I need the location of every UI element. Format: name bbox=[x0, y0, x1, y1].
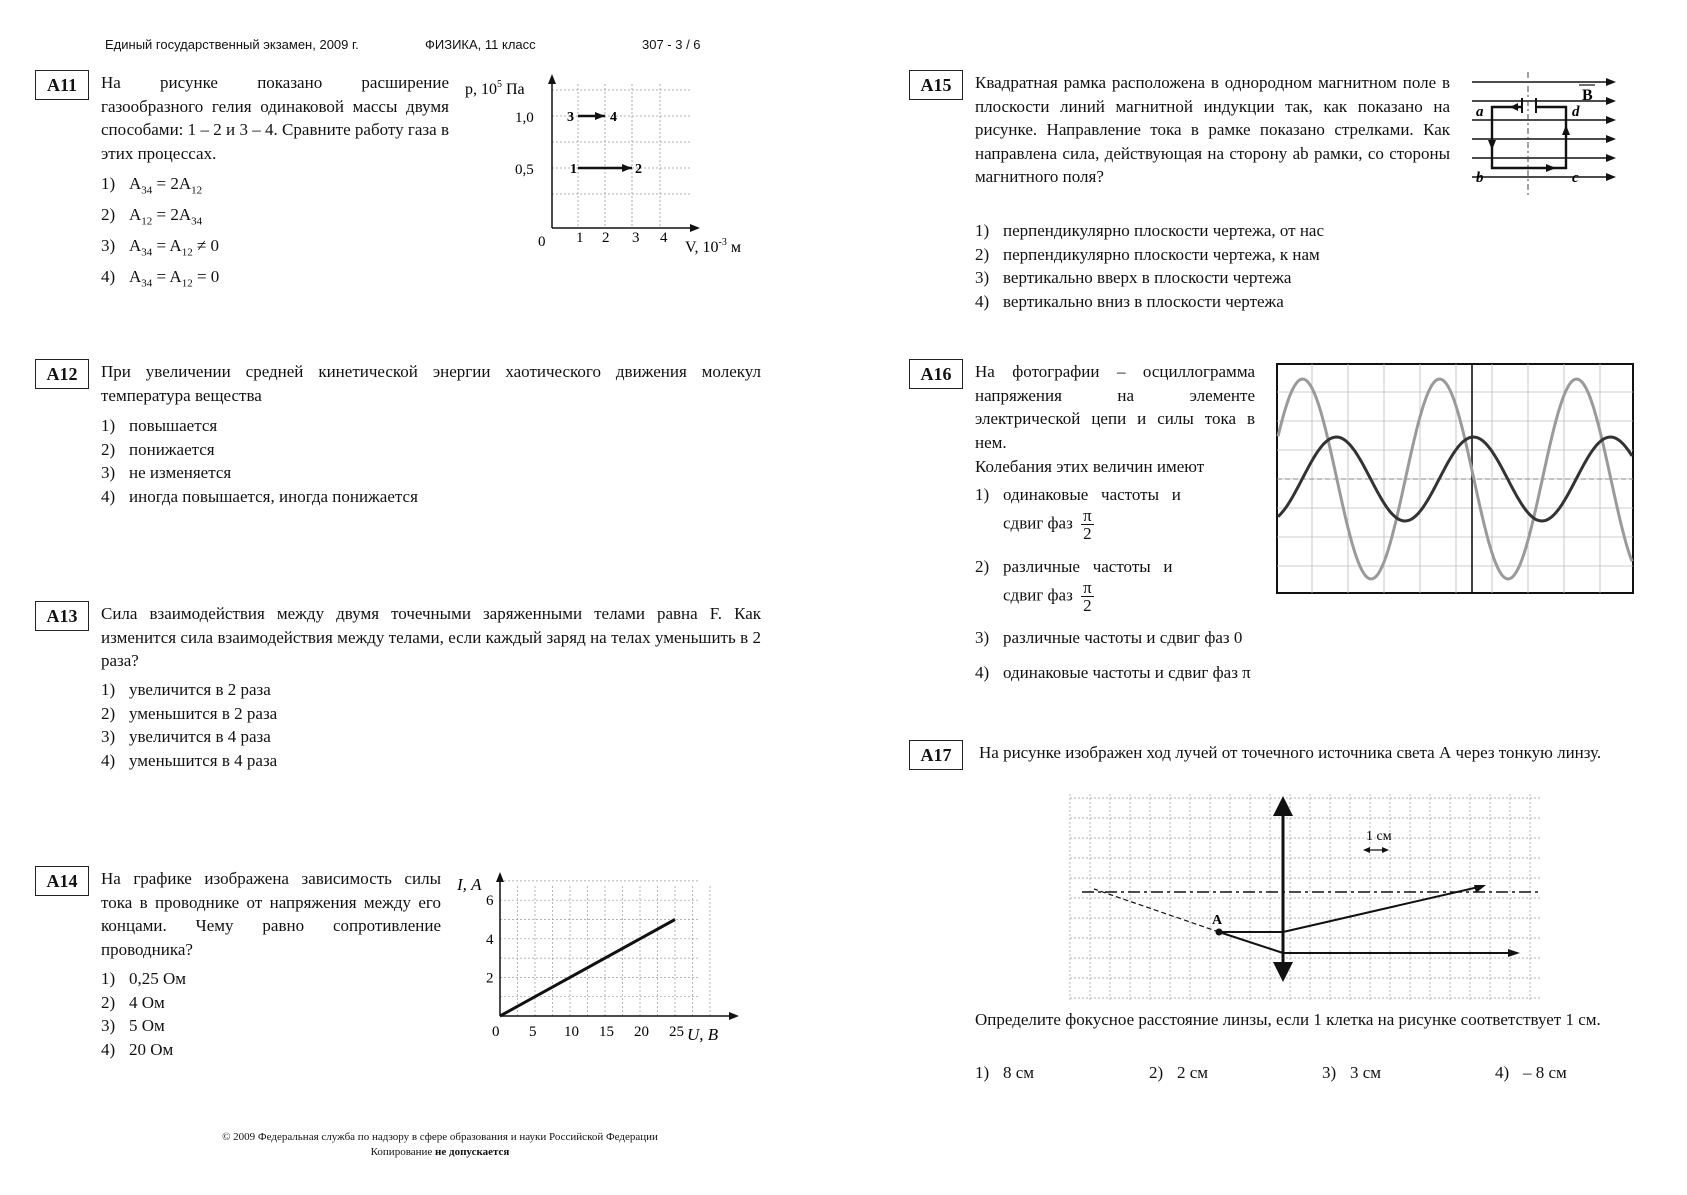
question-label-a16: A16 bbox=[909, 359, 963, 389]
question-label-a11: A11 bbox=[35, 70, 89, 100]
svg-text:1: 1 bbox=[576, 230, 584, 246]
ytick-1: 1,0 bbox=[515, 110, 534, 126]
option-a16-1[interactable]: 1) одинаковые частоты и сдвиг фаз $\frac{\pi}{2}$ bbox=[975, 485, 1181, 543]
question-text-a12: При увеличении средней кинетической энергии хаотического движения молекул температура вещества bbox=[101, 362, 761, 405]
ytick-0-5: 0,5 bbox=[515, 162, 534, 178]
option-a15-1[interactable]: 1) перпендикулярно плоскости чертежа, от нас bbox=[975, 221, 1325, 240]
question-text-a16: На фотографии – осциллограмма напряжения на элементе электрической цепи и силы тока в нем. bbox=[975, 362, 1255, 452]
ytick: 6 bbox=[486, 893, 494, 910]
ytick: 4 bbox=[486, 931, 494, 948]
question-text-a11: На рисунке показано расширение газообразного гелия одинаковой массы двумя способами: 1 – 2 и 3 – 4. Сравните работу газа в этих процессах. bbox=[101, 73, 449, 163]
point-4: 4 bbox=[610, 110, 617, 125]
question-text-a14: На графике изображена зависимость силы тока в проводнике от напряжения между его концами. Чему равно сопротивление проводника? bbox=[101, 869, 441, 959]
options-a14 bbox=[101, 967, 186, 1061]
question-text-a13: Сила взаимодействия между двумя точечными заряженными телами равна F. Как изменится сила взаимодействия между телами, если каждый заряд на телах уменьшить в 2 раза? bbox=[101, 604, 761, 670]
question-label-a15: A15 bbox=[909, 70, 963, 100]
svg-text:c: c bbox=[1572, 170, 1579, 186]
option-a13-4[interactable]: 4) уменьшится в 4 раза bbox=[101, 750, 278, 770]
xtick: 10 bbox=[564, 1024, 579, 1040]
option-a17-3[interactable]: 3) 3 см bbox=[1322, 1063, 1382, 1082]
svg-text:0: 0 bbox=[538, 234, 546, 250]
xtick: 20 bbox=[634, 1024, 649, 1040]
option-a16-2[interactable]: 2) различные частоты и сдвиг фаз $\frac{\pi}{2}$ bbox=[975, 557, 1173, 615]
option-a14-1[interactable]: 1) 0,25 Ом bbox=[101, 969, 187, 988]
point-1: 1 bbox=[570, 162, 577, 177]
option-a12-2[interactable]: 2) понижается bbox=[101, 439, 215, 459]
question-label-a12: A12 bbox=[35, 359, 89, 389]
option-a14-4[interactable]: 4) 20 Ом bbox=[101, 1039, 174, 1059]
option-a15-4[interactable]: 4) вертикально вниз в плоскости чертежа bbox=[975, 291, 1284, 311]
pv-graph bbox=[460, 70, 775, 260]
svg-text:А: А bbox=[1212, 913, 1223, 928]
question-text-a17: На рисунке изображен ход лучей от точечного источника света А через тонкую линзу. bbox=[979, 743, 1602, 762]
ray-1 bbox=[1219, 932, 1283, 953]
chart-ylabel: I, А bbox=[457, 875, 482, 894]
options-a11 bbox=[101, 172, 219, 296]
option-a15-3[interactable]: 3) вертикально вверх в плоскости чертежа bbox=[975, 268, 1292, 287]
option-a14-2[interactable]: 2) 4 Ом bbox=[101, 992, 165, 1012]
xtick: 15 bbox=[599, 1024, 614, 1040]
question-label-a17: A17 bbox=[909, 740, 963, 770]
page-number: 307 - 3 / 6 bbox=[642, 37, 701, 52]
question-text-a17-2: Определите фокусное расстояние линзы, если 1 клетка на рисунке соответствует 1 см. bbox=[975, 1010, 1601, 1029]
svg-text:2: 2 bbox=[602, 230, 610, 246]
option-a15-2[interactable]: 2) перпендикулярно плоскости чертежа, к нам bbox=[975, 244, 1320, 264]
options-a13 bbox=[101, 678, 277, 772]
options-a12 bbox=[101, 414, 418, 508]
svg-text:4: 4 bbox=[660, 230, 668, 246]
svg-text:d: d bbox=[1572, 104, 1580, 120]
option-a14-3[interactable]: 3) 5 Ом bbox=[101, 1016, 165, 1035]
option-a17-1[interactable]: 1) 8 см bbox=[975, 1063, 1035, 1082]
chart-series-line bbox=[500, 920, 675, 1017]
option-a12-4[interactable]: 4) иногда повышается, иногда понижается bbox=[101, 486, 418, 506]
lens-ray-diagram bbox=[1060, 786, 1550, 1012]
svg-text:b: b bbox=[1476, 170, 1484, 186]
oscillogram bbox=[1276, 363, 1636, 595]
footer: © 2009 Федеральная служба по надзору в сфере образования и науки Российской Федерации Копирование не допускается bbox=[222, 1131, 658, 1158]
point-2: 2 bbox=[635, 162, 642, 177]
ray-2-refracted bbox=[1283, 886, 1483, 932]
subject: ФИЗИКА, 11 класс bbox=[425, 37, 536, 52]
scale-label: 1 см bbox=[1366, 829, 1392, 844]
option-a16-4[interactable]: 4) одинаковые частоты и сдвиг фаз π bbox=[975, 663, 1251, 682]
chart-xlabel: U, В bbox=[687, 1025, 719, 1044]
magnetic-frame-figure bbox=[1462, 70, 1622, 200]
question-text-a15: Квадратная рамка расположена в однородном магнитном поле в плоскости линий магнитной индукции так, как показано на рисунке. Направление тока в рамке показано стрелками. Как направлена сила, действующая на сторону ab рамки, со стороны магнитного поля? bbox=[975, 73, 1450, 186]
option-a16-3[interactable]: 3) различные частоты и сдвиг фаз 0 bbox=[975, 628, 1243, 647]
question-label-a14: A14 bbox=[35, 866, 89, 896]
question-text-a16-2: Колебания этих величин имеют bbox=[975, 457, 1205, 476]
xtick: 5 bbox=[529, 1024, 537, 1040]
option-a11-4[interactable]: 4) $A_{34} = A_{12} = 0$ bbox=[101, 266, 220, 290]
ray-extension bbox=[1094, 889, 1219, 932]
ytick: 2 bbox=[486, 970, 494, 987]
option-a17-2[interactable]: 2) 2 см bbox=[1149, 1063, 1209, 1082]
source-point-a bbox=[1216, 929, 1223, 936]
xtick: 0 bbox=[492, 1024, 500, 1040]
option-a13-2[interactable]: 2) уменьшится в 2 раза bbox=[101, 703, 278, 723]
svg-text:p, 105 Па: p, $10^5$ Па bbox=[465, 79, 525, 98]
option-a13-3[interactable]: 3) увеличится в 4 раза bbox=[101, 727, 271, 746]
option-a11-2[interactable]: 2) $A_{12} = 2A_{34}$ bbox=[101, 204, 203, 228]
xtick: 25 bbox=[669, 1024, 684, 1040]
option-a12-3[interactable]: 3) не изменяется bbox=[101, 463, 232, 482]
option-a11-3[interactable]: 3) $A_{34} = A_{12} \ne 0$ bbox=[101, 235, 220, 259]
option-a12-1[interactable]: 1) повышается bbox=[101, 416, 218, 435]
iu-chart bbox=[455, 868, 755, 1048]
svg-text:V, 10-3 м: V, $10^{-3}$ м bbox=[685, 237, 741, 256]
svg-text:B: B bbox=[1582, 87, 1593, 104]
svg-text:a: a bbox=[1476, 104, 1484, 120]
point-3: 3 bbox=[567, 110, 574, 125]
option-a11-1[interactable]: 1) $A_{34} = 2A_{12}$ bbox=[101, 174, 203, 197]
exam-title: Единый государственный экзамен, 2009 г. bbox=[105, 37, 359, 52]
svg-text:3: 3 bbox=[632, 230, 640, 246]
option-a17-4[interactable]: 4) – 8 см bbox=[1495, 1063, 1567, 1082]
question-label-a13: A13 bbox=[35, 601, 89, 631]
option-a13-1[interactable]: 1) увеличится в 2 раза bbox=[101, 680, 271, 699]
options-a15 bbox=[975, 219, 1324, 313]
